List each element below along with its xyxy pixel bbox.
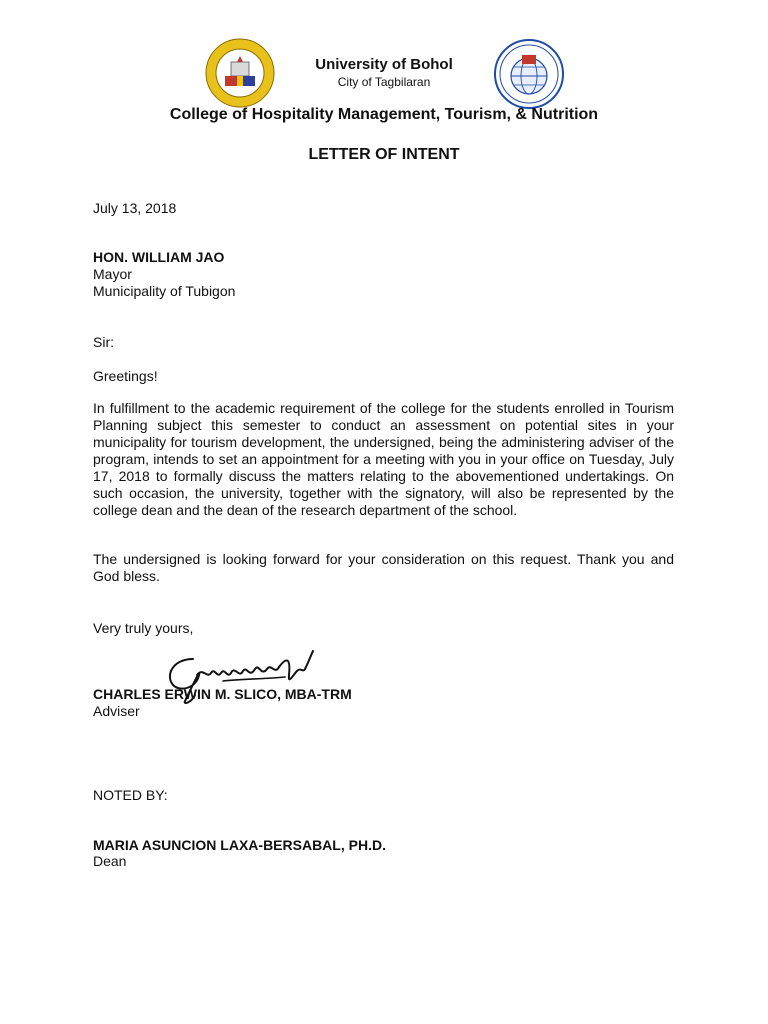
salutation: Sir: <box>93 334 114 350</box>
recipient-title: Mayor <box>93 266 132 282</box>
university-seal-left <box>205 38 275 108</box>
recipient-name: HON. WILLIAM JAO <box>93 249 225 265</box>
sender-name: CHARLES ERWIN M. SLICO, MBA-TRM <box>93 686 352 702</box>
dean-title: Dean <box>93 853 127 869</box>
college-name: College of Hospitality Management, Tourism, & Nutrition <box>169 106 599 123</box>
greeting: Greetings! <box>93 368 158 384</box>
university-name: University of Bohol <box>315 56 453 73</box>
dean-name: MARIA ASUNCION LAXA-BERSABAL, PH.D. <box>93 837 386 853</box>
recipient-organization: Municipality of Tubigon <box>93 283 236 299</box>
sender-title: Adviser <box>93 703 140 719</box>
closing: Very truly yours, <box>93 620 194 636</box>
letter-date: July 13, 2018 <box>93 200 177 216</box>
body-paragraph-2: The undersigned is looking forward for your consideration on this request. Thank you and God bless. <box>93 551 674 584</box>
university-seal-right <box>494 39 564 109</box>
document-title: LETTER OF INTENT <box>308 146 460 163</box>
city-name: City of Tagbilaran <box>337 75 431 89</box>
noted-by-label: NOTED BY: <box>93 787 168 803</box>
body-paragraph-1: In fulfillment to the academic requirement of the college for the students enrolled in Tourism Planning subject this semester to conduct an assessment on potential sites in your municipality for tourism development, the undersigned, being the administering adviser of the program, intends to set an appointment for a meeting with you in your office on Tuesday, July 17, 2018 to formally discuss the matters relating to the abovementioned undertakings. On such occasion, the university, together with the signatory, will also be represented by the college dean and the dean of the research department of the school. <box>93 400 674 518</box>
